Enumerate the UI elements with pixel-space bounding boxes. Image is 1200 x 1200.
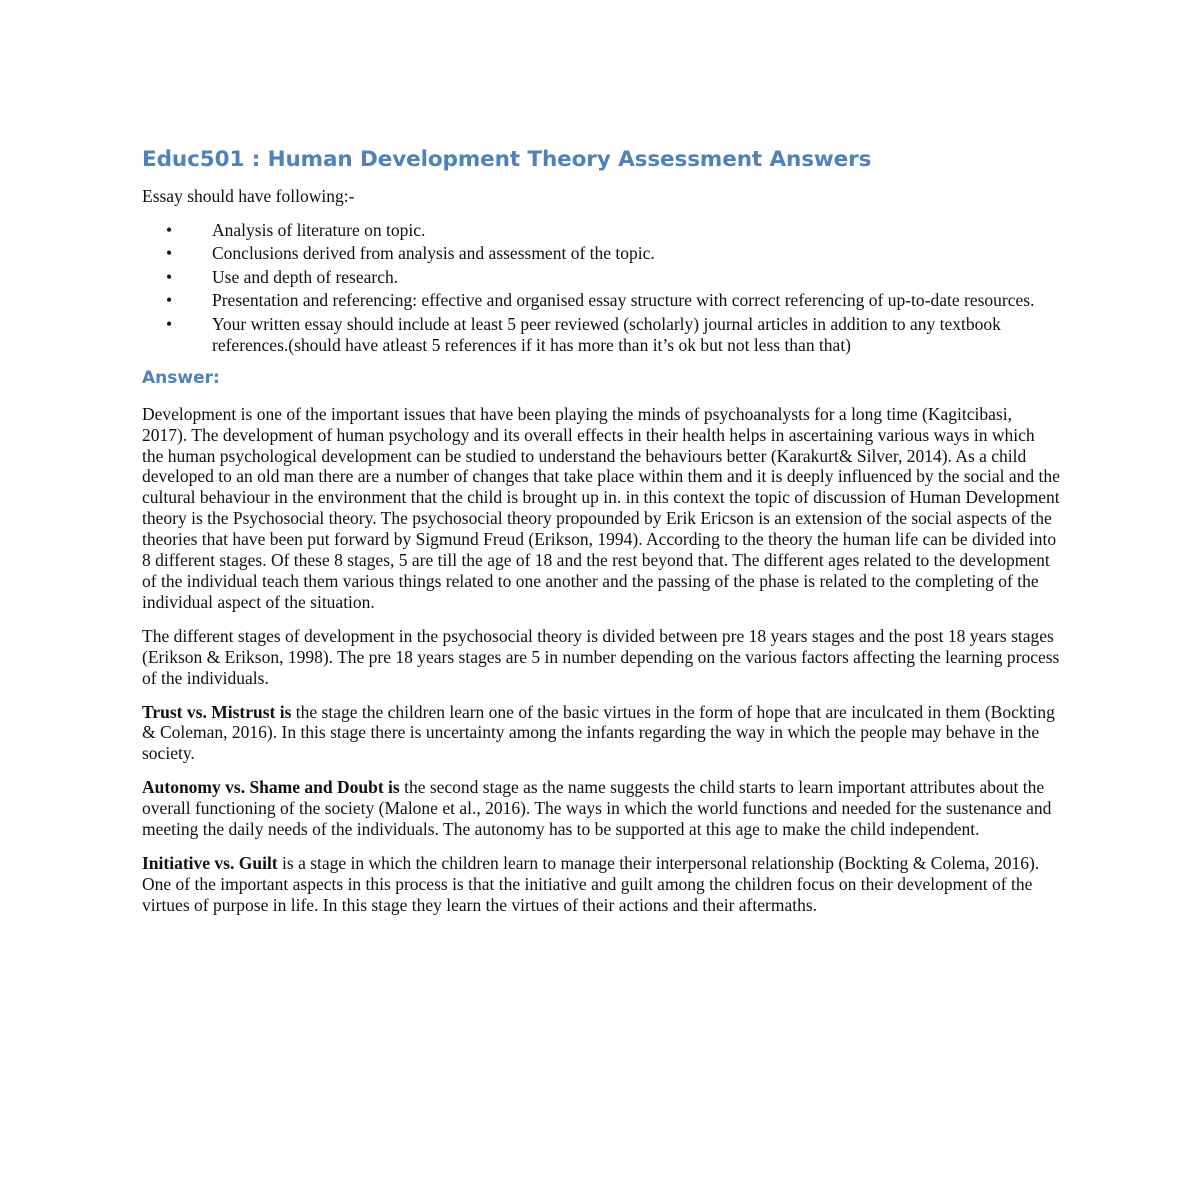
stage-name-initiative: Initiative vs. Guilt [142, 852, 278, 873]
stage-description-autonomy: the second stage as the name suggests the child starts to learn important attributes about the overall functioning of the society (Malone et al., 2016). The ways in which the world functions and needed for the sustenance and meeting the daily needs of the individuals. The autonomy has to be supported at this age to make the child independent. [142, 777, 1052, 840]
list-item [142, 243, 1060, 264]
list-item-text: Your written essay should include at least 5 peer reviewed (scholarly) journal articles in addition to any textbook references.(should have atleast 5 references if it has more than it’s ok but not less than that) [212, 313, 1001, 355]
list-item-text: Conclusions derived from analysis and assessment of the topic. [212, 243, 655, 264]
paragraph-autonomy-vs-shame [142, 777, 1060, 840]
stage-name-trust: Trust vs. Mistrust is [142, 701, 292, 722]
bullet-icon: • [166, 313, 173, 334]
stage-description-trust: the stage the children learn one of the basic virtues in the form of hope that are inculcated in them (Bockting & Coleman, 2016). In this stage there is uncertainty among the infants regarding the way in which the people may behave in the society. [142, 701, 1055, 764]
paragraph-stages-overview: The different stages of development in the psychosocial theory is divided between pre 18 years stages and the post 18 years stages (Erikson & Erikson, 1998). The pre 18 years stages are 5 in number depending on the various factors affecting the learning process of the individuals. [142, 625, 1060, 688]
bullet-icon: • [166, 243, 173, 264]
bullet-icon: • [166, 266, 173, 287]
list-item [142, 220, 1060, 241]
paragraph-trust-vs-mistrust [142, 702, 1060, 765]
list-item [142, 267, 1060, 288]
document-page [142, 146, 1060, 929]
list-item-text: Use and depth of research. [212, 266, 399, 287]
list-item [142, 290, 1060, 311]
list-item-text: Analysis of literature on topic. [212, 219, 426, 240]
requirements-list [142, 220, 1060, 356]
paragraph-initiative-vs-guilt [142, 853, 1060, 916]
stage-name-autonomy: Autonomy vs. Shame and Doubt is [142, 777, 400, 798]
bullet-icon: • [166, 290, 173, 311]
document-title: Educ501 : Human Development Theory Assessment Answers [142, 147, 872, 172]
paragraph-introduction: Development is one of the important issues that have been playing the minds of psychoanalysts for a long time (Kagitcibasi, 2017). The development of human psychology and its overall effects in their health helps in ascertaining various ways in which the human psychological development can be studied to understand the behaviours better (Karakurt& Silver, 2014). As a child developed to an old man there are a number of changes that take place within them and it is deeply influenced by the social and the cultural behaviour in the environment that the child is brought up in. in this context the topic of discussion of Human Development theory is the Psychosocial theory. The psychosocial theory propounded by Erik Ericson is an extension of the social aspects of the theories that have been put forward by Sigmund Freud (Erikson, 1994). According to the theory the human life can be divided into 8 different stages. Of these 8 stages, 5 are till the age of 18 and the rest beyond that. The different ages related to the development of the individual teach them various things related to one another and the passing of the phase is related to the completing of the individual aspect of the situation. [142, 403, 1060, 612]
stage-description-initiative: is a stage in which the children learn to manage their interpersonal relationship (Bockting & Colema, 2016). One of the important aspects in this process is that the initiative and guilt among the children focus on their development of the virtues of purpose in life. In this stage they learn the virtues of their actions and their aftermaths. [142, 852, 1040, 915]
list-item-text: Presentation and referencing: effective and organised essay structure with correct referencing of up-to-date resources. [212, 290, 1035, 311]
bullet-icon: • [166, 219, 173, 240]
list-item [142, 314, 1060, 356]
intro-text: Essay should have following:- [142, 186, 355, 206]
answer-heading: Answer: [142, 367, 220, 388]
